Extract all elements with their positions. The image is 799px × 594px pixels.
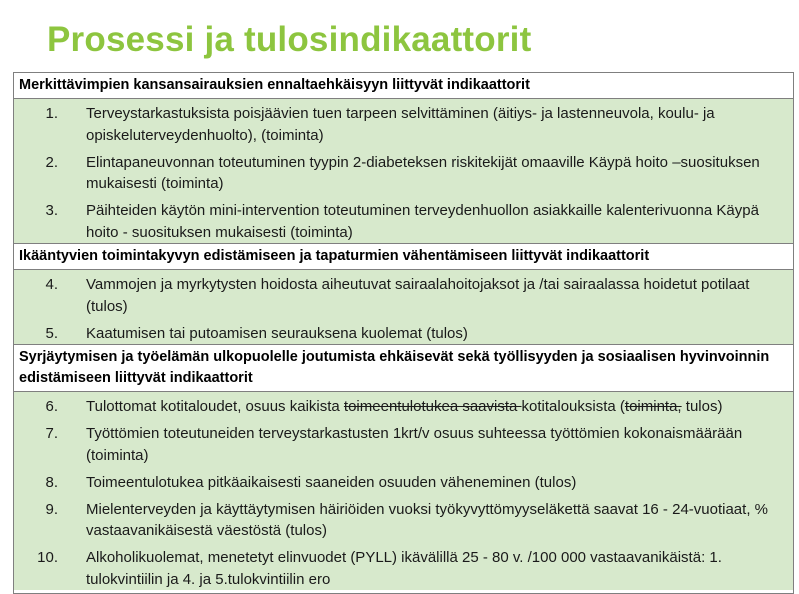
item-number: 1. <box>45 105 58 122</box>
struck-text: toiminta, <box>624 398 682 415</box>
page-title: Prosessi ja tulosindikaattorit <box>47 20 532 59</box>
section-body <box>14 99 793 243</box>
list-item <box>14 423 785 466</box>
item-text <box>86 396 785 418</box>
list-item <box>14 499 785 542</box>
item-text: Elintapaneuvonnan toteutuminen tyypin 2-diabeteksen riskitekijät omaaville Käypä hoito –suosituksen mukaisesti (toiminta) <box>86 153 760 192</box>
list-item <box>14 547 785 590</box>
item-number: 10. <box>37 549 58 566</box>
item-number: 5. <box>45 324 58 342</box>
section-header: Syrjäytymisen ja työelämän ulkopuolelle joutumista ehkäisevät sekä työllisyyden ja sosiaalisen hyvinvoinnin edistämiseen liittyvät indikaattorit <box>14 344 793 392</box>
item-number: 7. <box>45 425 58 442</box>
item-number: 2. <box>45 153 58 171</box>
item-text: Terveystarkastuksista poisjäävien tuen tarpeen selvittäminen (äitiys- ja lastenneuvola, koulu- ja opiskeluterveydenhuolto), (toiminta) <box>86 105 715 144</box>
list-item <box>14 472 785 494</box>
item-text: Kaatumisen tai putoamisen seurauksena kuolemat (tulos) <box>86 324 468 342</box>
list-item <box>14 396 785 418</box>
list-item <box>14 152 785 195</box>
item-text-part: tulos) <box>681 398 723 415</box>
item-text: Päihteiden käytön mini-intervention toteutuminen terveydenhuollon asiakkaille kalenterivuonna Käypä hoito - suosituksen mukaisesti (toiminta) <box>86 202 759 241</box>
item-number: 9. <box>45 500 58 518</box>
item-text-part: kotitalouksista ( <box>521 398 625 415</box>
item-text-part: Tulottomat kotitaloudet, osuus kaikista <box>86 398 344 415</box>
item-text: Vammojen ja myrkytysten hoidosta aiheutuvat sairaalahoitojaksot ja /tai sairaalassa hoidetut potilaat (tulos) <box>86 276 750 315</box>
section-header: Merkittävimpien kansansairauksien ennaltaehkäisyyn liittyvät indikaattorit <box>14 73 793 99</box>
section-body <box>14 270 793 344</box>
struck-text: toimeentulotukea saavista <box>343 398 522 415</box>
item-text: Toimeentulotukea pitkäaikaisesti saaneiden osuuden väheneminen (tulos) <box>86 473 577 491</box>
list-item <box>14 274 785 317</box>
item-number: 4. <box>45 276 58 293</box>
list-item <box>14 103 785 146</box>
item-number: 8. <box>45 473 58 491</box>
item-text: Alkoholikuolemat, menetetyt elinvuodet (PYLL) ikävälillä 25 - 80 v. /100 000 vastaavanikäistä: 1. tulokvintiilin ja 4. ja 5.tulokvintiilin ero <box>86 549 722 588</box>
section-header: Ikääntyvien toimintakyvyn edistämiseen ja tapaturmien vähentämiseen liittyvät indikaattorit <box>14 243 793 270</box>
list-item <box>14 200 785 243</box>
item-number: 6. <box>45 398 58 415</box>
indicator-table <box>13 72 794 594</box>
section-body <box>14 392 793 590</box>
item-text: Mielenterveyden ja käyttäytymisen häiriöiden vuoksi työkyvyttömyyseläkettä saavat 16 - 24-vuotiaat, % vastaavanikäisestä väestöstä (tulos) <box>86 500 768 539</box>
list-item <box>14 323 785 345</box>
item-text: Työttömien toteutuneiden terveystarkastusten 1krt/v osuus suhteessa työttömien kokonaismäärään (toiminta) <box>86 425 743 464</box>
item-number: 3. <box>45 202 58 219</box>
